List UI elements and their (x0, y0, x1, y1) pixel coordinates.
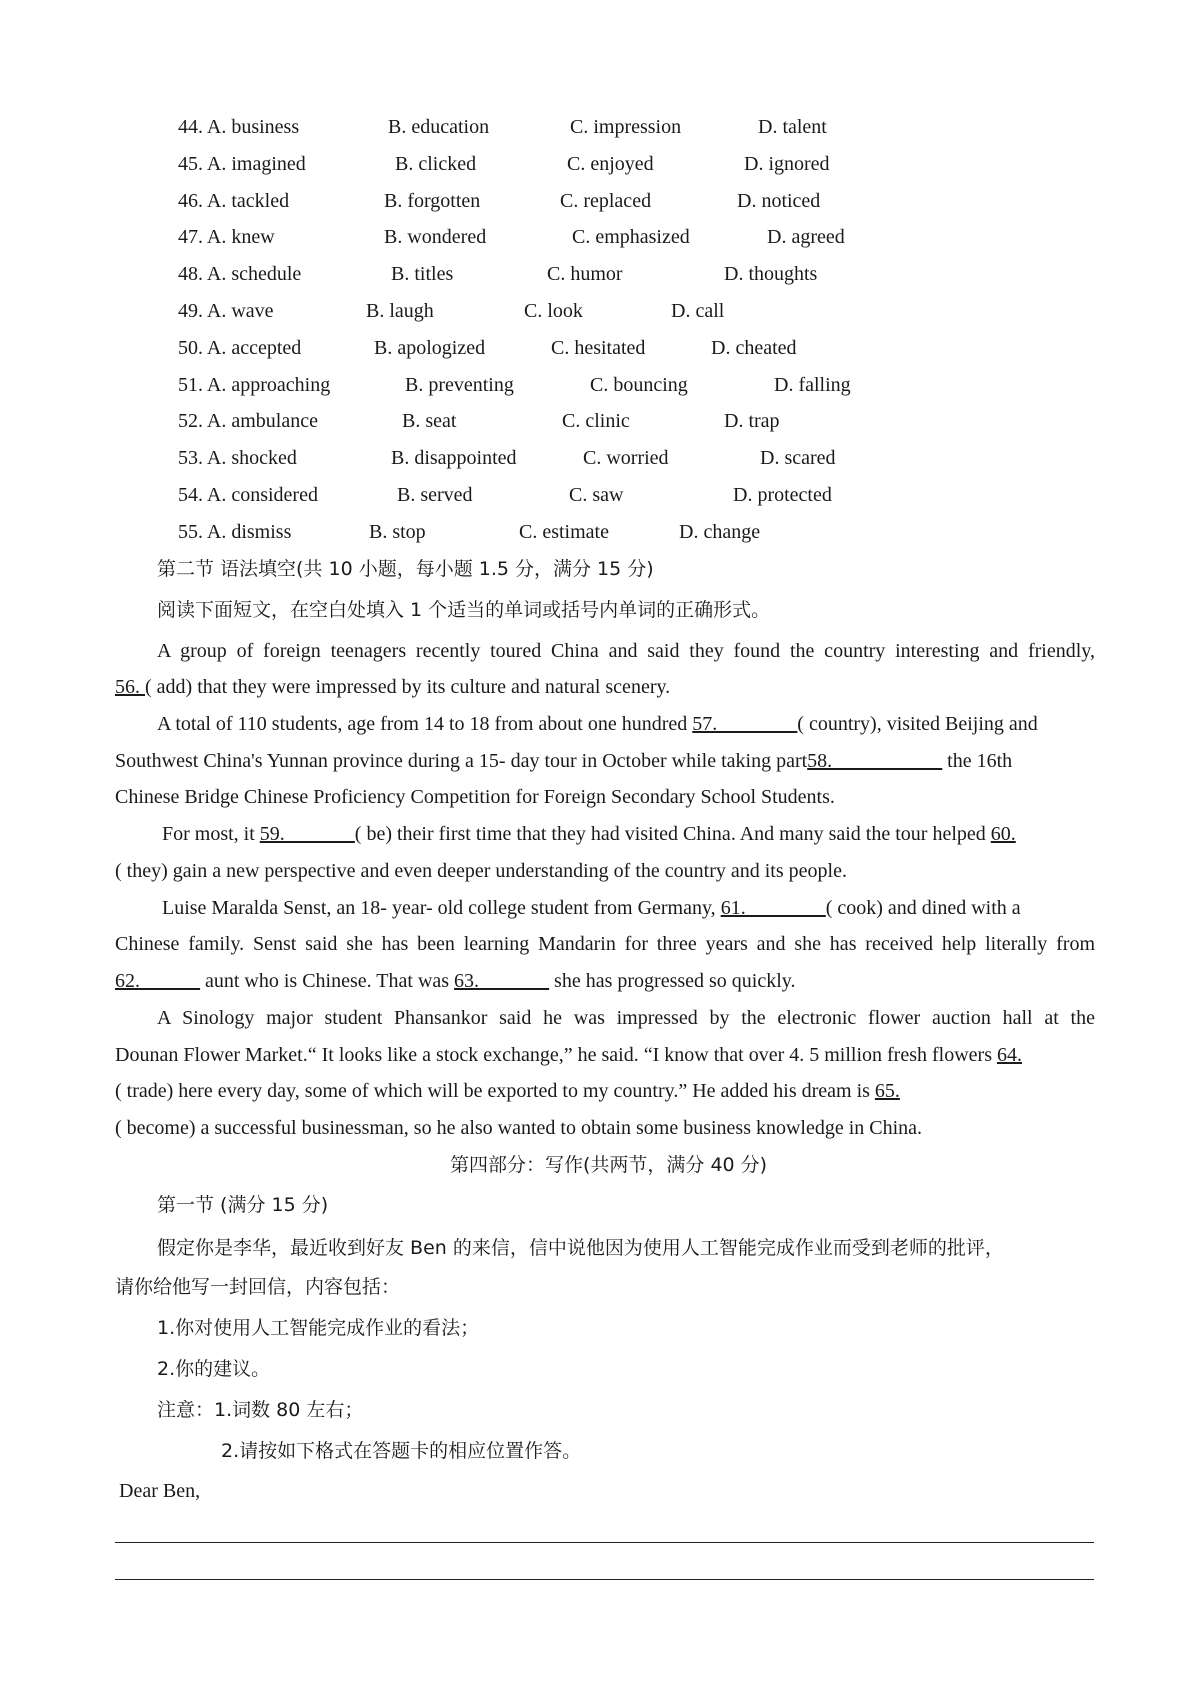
passage-line-11: A Sinology major student Phansankor said he was impressed by the electronic flower auction hall at the (157, 1007, 1095, 1029)
option-b: B. titles (391, 263, 454, 285)
question-44 (0, 112, 1200, 142)
question-49 (0, 296, 1200, 326)
option-a: 47. A. knew (178, 226, 275, 248)
question-46 (0, 186, 1200, 216)
option-d: D. agreed (767, 226, 845, 248)
blank-60: 60. (990, 823, 1016, 845)
blank-61: 61.________ (720, 897, 826, 919)
option-a: 52. A. ambulance (178, 410, 318, 432)
option-a: 50. A. accepted (178, 337, 302, 359)
option-b: B. served (397, 484, 473, 506)
passage-line-7: ( they) gain a new perspective and even deeper understanding of the country and its people. (115, 860, 847, 882)
question-53 (0, 443, 1200, 473)
section-2-instruction: 阅读下面短文，在空白处填入 1 个适当的单词或括号内单词的正确形式。 (157, 599, 771, 621)
passage-line-3: A total of 110 students, age from 14 to 18 from about one hundred 57.________( country), visited Beijing and (157, 713, 1038, 735)
question-54 (0, 480, 1200, 510)
blank-57: 57.________ (692, 713, 798, 735)
option-c: C. clinic (562, 410, 630, 432)
writing-point-2: 2.你的建议。 (157, 1358, 271, 1380)
blank-65: 65. (874, 1080, 900, 1102)
option-c: C. emphasized (572, 226, 690, 248)
option-b: B. clicked (395, 153, 477, 175)
option-c: C. enjoyed (567, 153, 654, 175)
answer-line-2 (115, 1579, 1094, 1580)
option-d: D. thoughts (724, 263, 818, 285)
writing-point-1: 1.你对使用人工智能完成作业的看法； (157, 1317, 480, 1339)
writing-note-2: 2.请按如下格式在答题卡的相应位置作答。 (221, 1440, 582, 1462)
question-45 (0, 149, 1200, 179)
option-a: 51. A. approaching (178, 374, 331, 396)
option-a: 55. A. dismiss (178, 521, 292, 543)
passage-line-12: Dounan Flower Market.“ It looks like a stock exchange,” he said. “I know that over 4. 5 million fresh flowers 64. (115, 1044, 1022, 1066)
part-4-section-1: 第一节 (满分 15 分) (157, 1194, 329, 1216)
question-47 (0, 222, 1200, 252)
question-52 (0, 406, 1200, 436)
option-b: B. disappointed (391, 447, 517, 469)
option-d: D. noticed (737, 190, 821, 212)
option-c: C. humor (547, 263, 623, 285)
passage-line-1: A group of foreign teenagers recently toured China and said they found the country interesting and friendly, (157, 640, 1095, 662)
question-51 (0, 370, 1200, 400)
letter-salutation: Dear Ben, (119, 1480, 201, 1502)
question-48 (0, 259, 1200, 289)
option-c: C. bouncing (590, 374, 688, 396)
option-b: B. laugh (366, 300, 434, 322)
option-d: D. cheated (711, 337, 797, 359)
passage-line-4: Southwest China's Yunnan province during a 15- day tour in October while taking part58.___________ the 16th (115, 750, 1013, 772)
question-50 (0, 333, 1200, 363)
option-b: B. apologized (374, 337, 486, 359)
option-b: B. seat (402, 410, 457, 432)
passage-line-13: ( trade) here every day, some of which will be exported to my country.” He added his dream is 65. (115, 1080, 900, 1102)
option-d: D. call (671, 300, 725, 322)
blank-62: 62.______ (115, 970, 200, 992)
blank-58: 58.___________ (807, 750, 943, 772)
blank-59: 59._______ (259, 823, 355, 845)
option-c: C. worried (583, 447, 669, 469)
option-b: B. preventing (405, 374, 514, 396)
option-c: C. estimate (519, 521, 609, 543)
option-d: D. ignored (744, 153, 830, 175)
option-d: D. protected (733, 484, 832, 506)
option-d: D. talent (758, 116, 827, 138)
option-d: D. trap (724, 410, 780, 432)
passage-line-5: Chinese Bridge Chinese Proficiency Competition for Foreign Secondary School Students. (115, 786, 835, 808)
option-d: D. change (679, 521, 761, 543)
section-2-heading: 第二节 语法填空(共 10 小题，每小题 1.5 分，满分 15 分) (157, 558, 654, 580)
writing-note-1: 注意：1.词数 80 左右； (157, 1399, 364, 1421)
option-b: B. stop (369, 521, 426, 543)
answer-line-1 (115, 1542, 1094, 1543)
writing-prompt-line-1: 假定你是李华，最近收到好友 Ben 的来信，信中说他因为使用人工智能完成作业而受到老师的批评， (157, 1237, 1004, 1259)
option-c: C. saw (569, 484, 624, 506)
question-55 (0, 517, 1200, 547)
blank-63: 63._______ (454, 970, 550, 992)
option-a: 44. A. business (178, 116, 300, 138)
option-b: B. wondered (384, 226, 487, 248)
option-a: 48. A. schedule (178, 263, 302, 285)
option-b: B. forgotten (384, 190, 481, 212)
option-a: 49. A. wave (178, 300, 274, 322)
option-a: 54. A. considered (178, 484, 318, 506)
passage-line-6: For most, it 59._______( be) their first time that they had visited China. And many said the tour helped 60. (162, 823, 1016, 845)
option-d: D. falling (774, 374, 851, 396)
passage-line-14: ( become) a successful businessman, so he also wanted to obtain some business knowledge in China. (115, 1117, 923, 1139)
option-a: 45. A. imagined (178, 153, 306, 175)
writing-prompt-line-2: 请你给他写一封回信，内容包括： (115, 1276, 401, 1298)
part-4-heading: 第四部分：写作(共两节，满分 40 分) (450, 1154, 768, 1176)
passage-line-10: 62.______ aunt who is Chinese. That was 63._______ she has progressed so quickly. (115, 970, 796, 992)
option-c: C. impression (570, 116, 682, 138)
option-a: 46. A. tackled (178, 190, 290, 212)
blank-56: 56. (115, 676, 145, 698)
option-c: C. replaced (560, 190, 652, 212)
option-c: C. hesitated (551, 337, 646, 359)
option-c: C. look (524, 300, 583, 322)
option-d: D. scared (760, 447, 836, 469)
blank-64: 64. (996, 1044, 1022, 1066)
option-a: 53. A. shocked (178, 447, 297, 469)
passage-line-8: Luise Maralda Senst, an 18- year- old college student from Germany, 61.________( cook) and dined with a (162, 897, 1021, 919)
passage-line-2: 56. ( add) that they were impressed by its culture and natural scenery. (115, 676, 671, 698)
passage-line-9: Chinese family. Senst said she has been learning Mandarin for three years and she has received help literally from (115, 933, 1095, 955)
option-b: B. education (388, 116, 490, 138)
